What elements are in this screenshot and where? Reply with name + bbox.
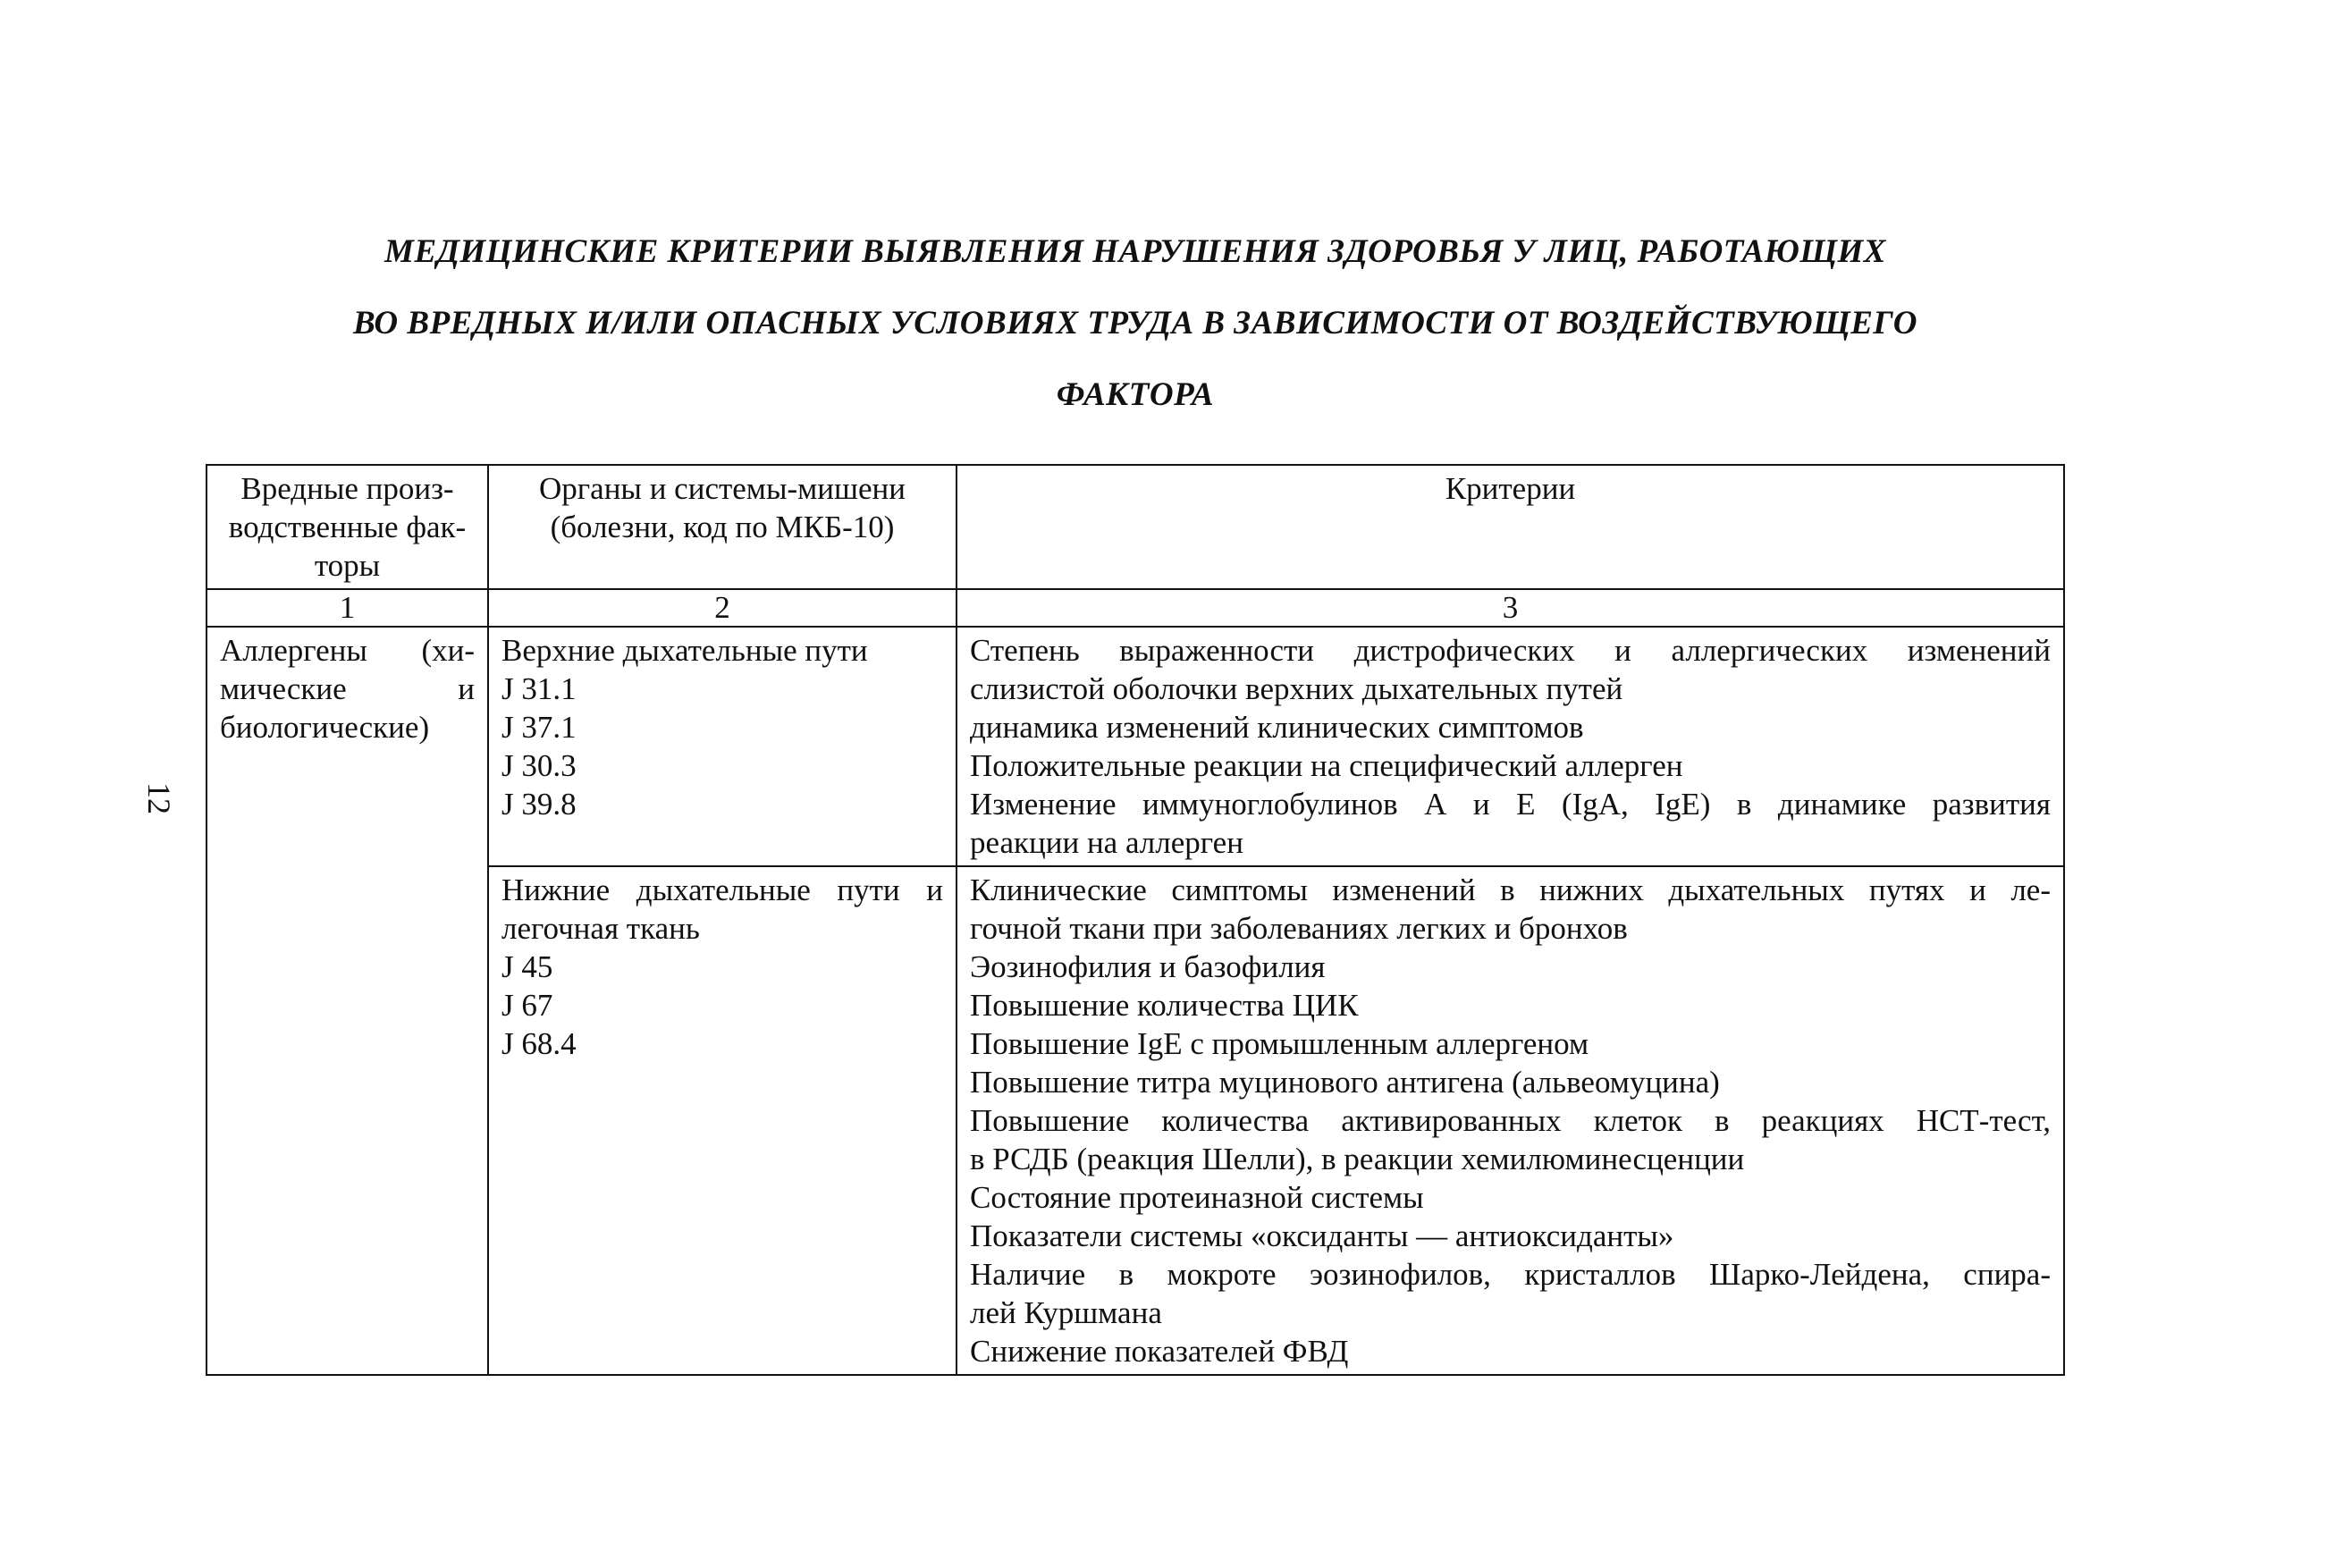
criteria-line: в РСДБ (реакция Шелли), в реакции хемилюминесценции	[970, 1142, 1745, 1176]
criteria-line: Состояние протеиназной системы	[970, 1180, 1424, 1215]
header-factors-line-1: Вредные произ-	[240, 471, 454, 506]
criteria-line: Положительные реакции на специфический аллерген	[970, 748, 1683, 783]
header-criteria: Критерии	[957, 465, 2064, 589]
header-organs-line-1: Органы и системы-мишени	[539, 471, 906, 506]
organ-cell-upper	[488, 627, 957, 866]
factor-line-2: мические и	[220, 671, 475, 706]
column-number-row	[206, 589, 2064, 627]
criteria-line: Эозинофилия и базофилия	[970, 949, 1326, 984]
icd-code: J 45	[501, 949, 553, 984]
criteria-line: Снижение показателей ФВД	[970, 1334, 1349, 1369]
icd-code: J 30.3	[501, 748, 577, 783]
criteria-line: лей Куршмана	[970, 1295, 1162, 1330]
criteria-line: реакции на аллерген	[970, 825, 1243, 860]
header-row	[206, 465, 2064, 589]
criteria-line: слизистой оболочки верхних дыхательных путей	[970, 671, 1623, 706]
table-row	[206, 627, 2064, 866]
icd-code: J 67	[501, 988, 553, 1023]
icd-code: J 37.1	[501, 710, 577, 745]
criteria-table	[206, 464, 2065, 1376]
criteria-line: Наличие в мокроте эозинофилов, кристаллов Шарко-Лейдена, спира-	[970, 1257, 2051, 1292]
criteria-line: Повышение количества ЦИК	[970, 988, 1359, 1023]
criteria-cell-lower	[957, 866, 2064, 1375]
factor-line-1: Аллергены (хи-	[220, 633, 475, 668]
criteria-line: Повышение количества активированных клеток в реакциях НСТ-тест,	[970, 1103, 2051, 1138]
organ-cell-lower	[488, 866, 957, 1375]
icd-code: J 31.1	[501, 671, 577, 706]
criteria-line: гочной ткани при заболеваниях легких и бронхов	[970, 911, 1628, 946]
organ-name-line: Нижние дыхательные пути и	[501, 873, 943, 907]
header-organs-line-2: (болезни, код по МКБ-10)	[550, 510, 895, 544]
header-factors	[206, 465, 488, 589]
header-factors-line-3: торы	[314, 548, 381, 583]
criteria-line: динамика изменений клинических симптомов	[970, 710, 1584, 745]
organ-name-line: легочная ткань	[501, 911, 700, 946]
factor-cell	[206, 627, 488, 1375]
criteria-line: Показатели системы «оксиданты — антиоксиданты»	[970, 1218, 1674, 1253]
criteria-cell-upper	[957, 627, 2064, 866]
title-line-1: МЕДИЦИНСКИЕ КРИТЕРИИ ВЫЯВЛЕНИЯ НАРУШЕНИЯ ЗДОРОВЬЯ У ЛИЦ, РАБОТАЮЩИХ	[384, 233, 1886, 270]
icd-code: J 39.8	[501, 787, 577, 822]
title-line-3: ФАКТОРА	[1056, 376, 1215, 413]
criteria-line: Повышение титра муцинового антигена (альвеомуцина)	[970, 1065, 1720, 1100]
title-line-2: ВО ВРЕДНЫХ И/ИЛИ ОПАСНЫХ УСЛОВИЯХ ТРУДА В ЗАВИСИМОСТИ ОТ ВОЗДЕЙСТВУЮЩЕГО	[352, 305, 1917, 341]
icd-code: J 68.4	[501, 1026, 577, 1061]
page-number: 12	[141, 782, 177, 814]
criteria-line: Повышение IgE с промышленным аллергеном	[970, 1026, 1589, 1061]
organ-name: Верхние дыхательные пути	[501, 633, 868, 668]
column-number-3: 3	[957, 589, 2064, 627]
column-number-1: 1	[206, 589, 488, 627]
criteria-line: Изменение иммуноглобулинов А и Е (IgA, IgE) в динамике развития	[970, 787, 2051, 822]
header-factors-line-2: водственные фак-	[228, 510, 467, 544]
criteria-line: Степень выраженности дистрофических и аллергических изменений	[970, 633, 2051, 668]
organ-name-block	[501, 871, 943, 948]
header-organs	[488, 465, 957, 589]
criteria-line: Клинические симптомы изменений в нижних дыхательных путях и ле-	[970, 873, 2051, 907]
column-number-2: 2	[488, 589, 957, 627]
factor-line-3: биологические)	[220, 710, 430, 745]
document-title	[223, 216, 2047, 431]
